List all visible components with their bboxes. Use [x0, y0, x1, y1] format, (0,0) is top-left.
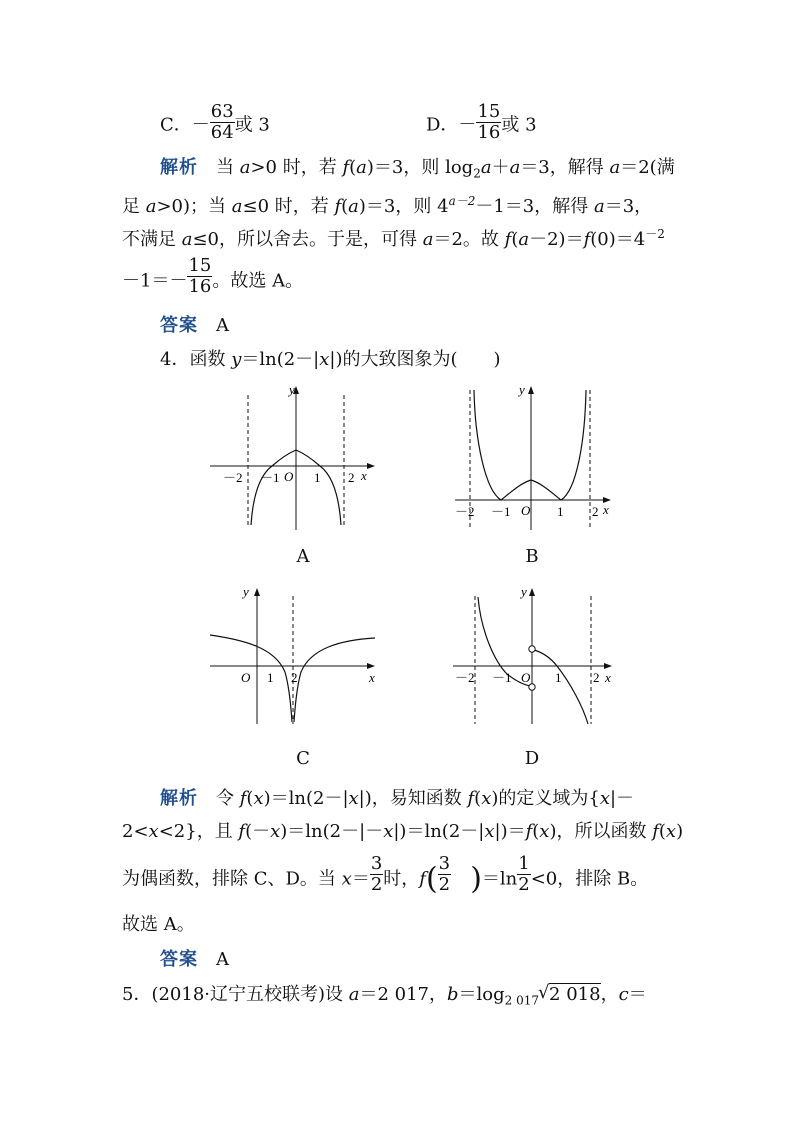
- svg-text:y: y: [521, 584, 527, 599]
- svg-text:O: O: [521, 670, 531, 685]
- svg-text:－2: －2: [455, 504, 475, 519]
- question4: 4．函数 y＝ln(2－|x|)的大致图象为( ): [160, 349, 501, 370]
- svg-text:－1: －1: [491, 504, 511, 519]
- svg-text:1: 1: [557, 504, 564, 519]
- graph-c[interactable]: [205, 582, 385, 727]
- svg-text:－2: －2: [223, 470, 243, 485]
- svg-text:－2: －2: [455, 670, 475, 685]
- solution4-line3: 为偶函数，排除 C、D。当 x＝ $\frac{3}{2}$ 时，f( $\frac{3}{2}$ )＝ln $\frac{1}{2}$ <0，排除 B。: [122, 853, 649, 897]
- answer4: 答案 A: [160, 949, 229, 970]
- answer-tag: 答案: [160, 315, 198, 336]
- solution3-line3: 不满足 a≤0，所以舍去。于是，可得 a＝2。故 $f(a-2)=f(0)=4^{-2}$: [122, 227, 665, 250]
- svg-text:x: x: [369, 670, 375, 685]
- svg-text:x: x: [603, 502, 609, 517]
- svg-text:x: x: [605, 670, 611, 685]
- option-d[interactable]: D．－ $\frac{15}{16}$ 或 3: [426, 101, 537, 143]
- caption-c: C: [296, 748, 310, 769]
- solution4-line2: 2<x<2}，且 f(－x)＝ln(2－|－x|)＝ln(2－|x|)＝f(x)，所以函数 f(x): [122, 821, 684, 842]
- svg-text:1: 1: [314, 470, 321, 485]
- caption-d: D: [524, 748, 540, 769]
- svg-text:2: 2: [592, 504, 599, 519]
- svg-text:y: y: [519, 382, 525, 397]
- svg-text:1: 1: [555, 670, 562, 685]
- answer-tag: 答案: [160, 949, 198, 970]
- svg-text:O: O: [284, 469, 294, 484]
- solution4-line1: 解析 令 f(x)＝ln(2－|x|)，易知函数 f(x)的定义域为{x|－: [160, 788, 635, 809]
- svg-text:2: 2: [593, 670, 600, 685]
- graph-d[interactable]: [445, 582, 625, 727]
- solution4-line4: 故选 A。: [122, 914, 195, 935]
- caption-a: A: [296, 546, 310, 567]
- svg-text:y: y: [243, 584, 249, 599]
- solution3-line1: 解析 当 a>0 时，若 f(a)＝3，则 $\log_2a+a=3$，解得 a＝2(满: [160, 157, 675, 181]
- svg-text:－1: －1: [492, 670, 512, 685]
- svg-text:1: 1: [267, 670, 274, 685]
- solution3-line4: －1＝－ $\frac{15}{16}$ 。故选 A。: [122, 255, 304, 297]
- solution-tag: 解析: [160, 788, 198, 809]
- graph-a[interactable]: [205, 380, 385, 535]
- svg-text:O: O: [521, 503, 531, 518]
- sqrt-expression: √ 2 018: [538, 982, 601, 1005]
- svg-text:2: 2: [348, 470, 355, 485]
- question5: 5．(2018·辽宁五校联考)设 a＝2 017，$b=\log_{2 017}$ √ 2 018，c＝: [122, 982, 647, 1008]
- svg-text:x: x: [361, 468, 367, 483]
- option-c[interactable]: C．－ $\frac{63}{64}$ 或 3: [160, 101, 270, 143]
- solution3-line2: 足 a>0)；当 a≤0 时，若 f(a)＝3，则 $4^{a-2}-1=3$，解得 a＝3，: [122, 194, 653, 217]
- graph-b[interactable]: [445, 380, 625, 535]
- caption-b: B: [525, 546, 539, 567]
- answer3: 答案 A: [160, 315, 229, 336]
- svg-text:－1: －1: [260, 470, 280, 485]
- svg-text:O: O: [241, 670, 251, 685]
- svg-text:2: 2: [291, 670, 298, 685]
- svg-text:y: y: [289, 382, 295, 397]
- solution-tag: 解析: [160, 157, 198, 178]
